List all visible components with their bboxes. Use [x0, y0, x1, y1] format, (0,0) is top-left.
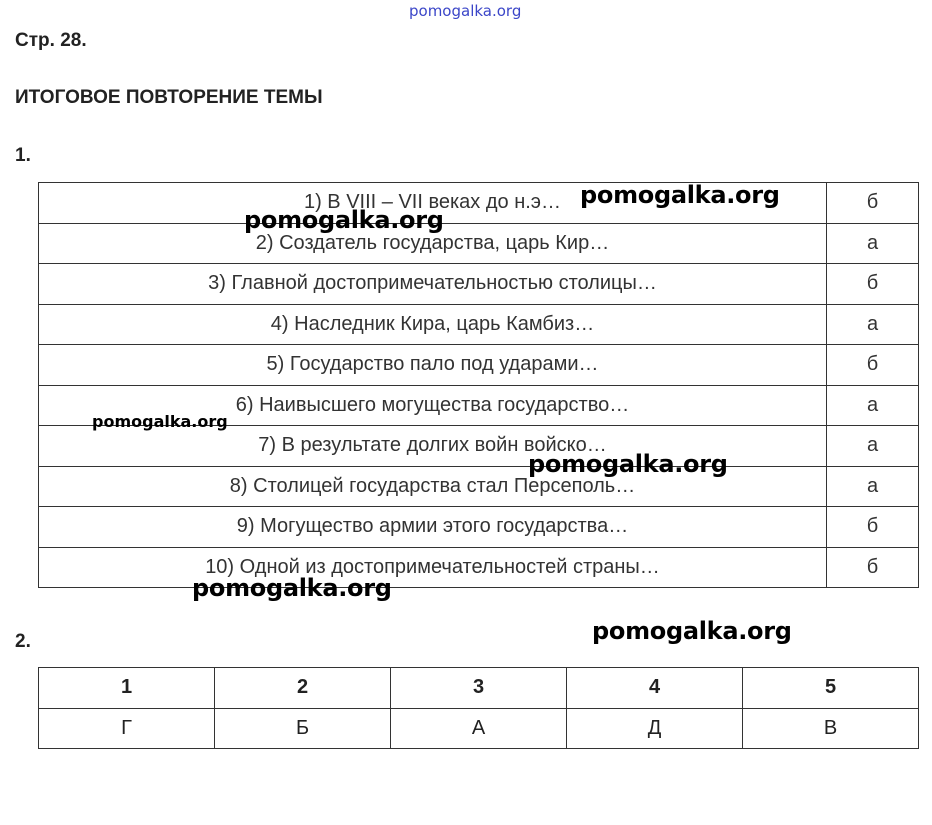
answer-cell: б — [827, 547, 919, 588]
task-1-number: 1. — [15, 145, 31, 166]
table-row — [39, 466, 919, 507]
answer-cell: б — [827, 264, 919, 305]
watermark: pomogalka.org — [192, 574, 392, 602]
answer-cell: а — [827, 223, 919, 264]
task-2-table — [38, 667, 919, 749]
answer-cell: Г — [39, 708, 215, 749]
table-row — [39, 264, 919, 305]
question-cell: 3) Главной достопримечательностью столицы… — [39, 264, 827, 305]
header-cell: 4 — [567, 668, 743, 709]
table-row — [39, 426, 919, 467]
watermark: pomogalka.org — [580, 181, 780, 209]
answer-cell: б — [827, 183, 919, 224]
question-cell: 2) Создатель государства, царь Кир… — [39, 223, 827, 264]
page-label: Стр. 28. — [15, 30, 87, 51]
question-cell: 9) Могущество армии этого государства… — [39, 507, 827, 548]
watermark: pomogalka.org — [92, 412, 228, 431]
table-row — [39, 547, 919, 588]
question-cell: 1) В VIII – VII веках до н.э… — [39, 183, 827, 224]
question-cell: 5) Государство пало под ударами… — [39, 345, 827, 386]
answer-cell: Б — [215, 708, 391, 749]
header-watermark: pomogalka.org — [409, 2, 522, 20]
table-row — [39, 304, 919, 345]
table-row — [39, 183, 919, 224]
answer-cell: В — [743, 708, 919, 749]
watermark: pomogalka.org — [244, 206, 444, 234]
table-header-row — [39, 668, 919, 709]
header-cell: 1 — [39, 668, 215, 709]
answer-cell: а — [827, 385, 919, 426]
section-title: ИТОГОВОЕ ПОВТОРЕНИЕ ТЕМЫ — [15, 87, 323, 108]
answer-cell: б — [827, 345, 919, 386]
table-row — [39, 223, 919, 264]
header-cell: 2 — [215, 668, 391, 709]
question-cell: 6) Наивысшего могущества государство… — [39, 385, 827, 426]
watermark: pomogalka.org — [528, 450, 728, 478]
table-row — [39, 708, 919, 749]
task-1-table — [38, 182, 919, 588]
answer-cell: а — [827, 466, 919, 507]
answer-cell: Д — [567, 708, 743, 749]
question-cell: 10) Одной из достопримечательностей страны… — [39, 547, 827, 588]
question-cell: 7) В результате долгих войн войско… — [39, 426, 827, 467]
answer-cell: а — [827, 304, 919, 345]
header-cell: 5 — [743, 668, 919, 709]
question-cell: 4) Наследник Кира, царь Камбиз… — [39, 304, 827, 345]
table-row — [39, 507, 919, 548]
answer-cell: а — [827, 426, 919, 467]
header-cell: 3 — [391, 668, 567, 709]
answer-cell: б — [827, 507, 919, 548]
table-row — [39, 345, 919, 386]
table-row — [39, 385, 919, 426]
answer-cell: А — [391, 708, 567, 749]
watermark: pomogalka.org — [592, 617, 792, 645]
question-cell: 8) Столицей государства стал Персеполь… — [39, 466, 827, 507]
task-2-number: 2. — [15, 631, 31, 652]
